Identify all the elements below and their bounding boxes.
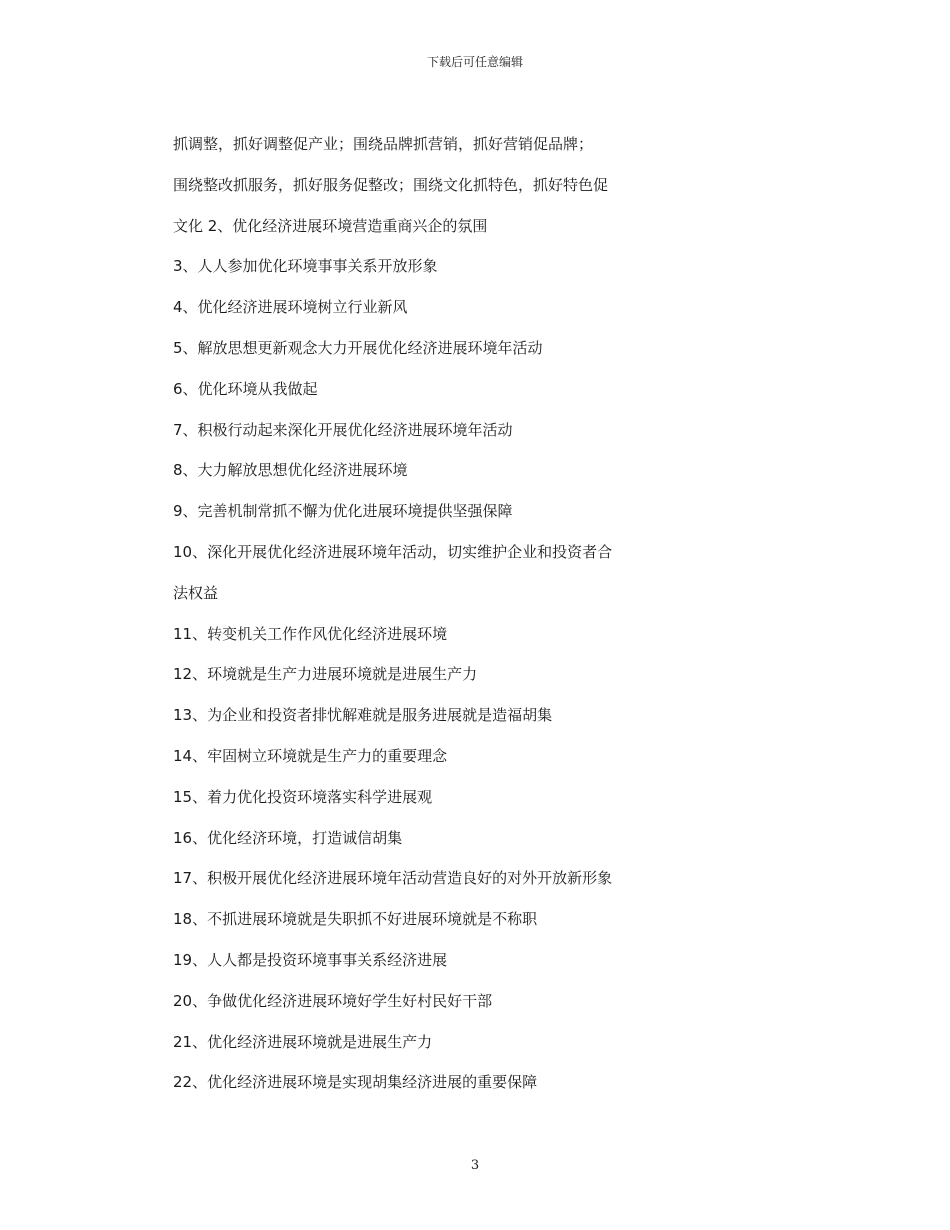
- list-item: 20、争做优化经济进展环境好学生好村民好干部: [173, 991, 493, 1010]
- list-item: 21、优化经济进展环境就是进展生产力: [173, 1032, 433, 1051]
- list-item: 16、优化经济环境，打造诚信胡集: [173, 828, 403, 847]
- list-item: 7、积极行动起来深化开展优化经济进展环境年活动: [173, 420, 513, 439]
- list-item: 22、优化经济进展环境是实现胡集经济进展的重要保障: [173, 1073, 538, 1092]
- list-item: 19、人人都是投资环境事事关系经济进展: [173, 950, 448, 969]
- list-item: 12、环境就是生产力进展环境就是进展生产力: [173, 665, 478, 684]
- list-item: 13、为企业和投资者排忧解难就是服务进展就是造福胡集: [173, 706, 553, 725]
- list-item: 11、转变机关工作作风优化经济进展环境: [173, 624, 448, 643]
- text-line: 围绕整改抓服务，抓好服务促整改；围绕文化抓特色，抓好特色促: [173, 175, 609, 194]
- list-item-continuation: 法权益: [173, 583, 219, 602]
- list-item: 9、完善机制常抓不懈为优化进展环境提供坚强保障: [173, 502, 513, 521]
- list-item: 14、牢固树立环境就是生产力的重要理念: [173, 746, 448, 765]
- text-line: 抓调整，抓好调整促产业；围绕品牌抓营销，抓好营销促品牌；: [173, 135, 594, 153]
- page-number: 3: [470, 1158, 480, 1173]
- list-item: 15、着力优化投资环境落实科学进展观: [173, 787, 433, 806]
- text-line: 文化 2、优化经济进展环境营造重商兴企的氛围: [173, 216, 488, 235]
- list-item: 18、不抓进展环境就是失职抓不好进展环境就是不称职: [173, 910, 538, 929]
- list-item: 17、积极开展优化经济进展环境年活动营造良好的对外开放新形象: [173, 869, 613, 888]
- list-item: 3、人人参加优化环境事事关系开放形象: [173, 257, 438, 276]
- document-body: [173, 124, 693, 1103]
- list-item: 4、优化经济进展环境树立行业新风: [173, 298, 408, 317]
- page-header: 下载后可任意编辑: [426, 55, 523, 69]
- list-item: 5、解放思想更新观念大力开展优化经济进展环境年活动: [173, 338, 543, 357]
- list-item: 6、优化环境从我做起: [173, 379, 318, 398]
- list-item: 10、深化开展优化经济进展环境年活动，切实维护企业和投资者合: [173, 542, 613, 561]
- list-item: 8、大力解放思想优化经济进展环境: [173, 461, 408, 480]
